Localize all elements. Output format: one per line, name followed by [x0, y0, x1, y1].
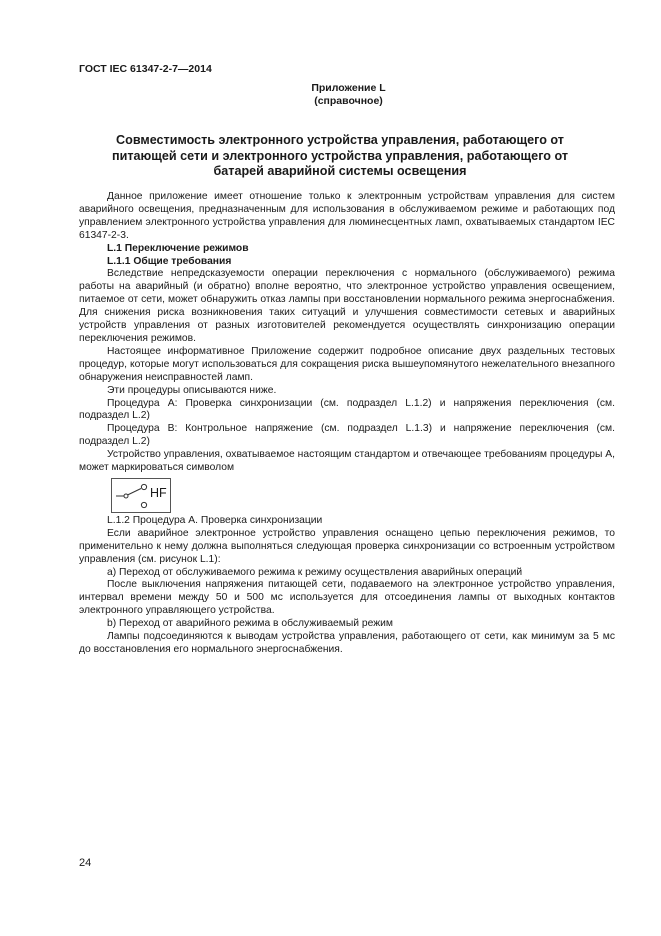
page-number: 24 — [79, 857, 92, 869]
annex-label: Приложение L — [311, 82, 386, 94]
paragraph: Процедура В: Контрольное напряжение (см. подраздел L.1.3) и напряжение переключения (см. подраздел L.2) — [79, 423, 615, 448]
paragraph: Эти процедуры описываются ниже. — [107, 384, 277, 396]
annex-type: (справочное) — [314, 95, 383, 107]
document-header: ГОСТ IEC 61347-2-7—2014 — [79, 63, 212, 75]
list-item: b) Переход от аварийного режима в обслуживаемый режим — [107, 618, 393, 630]
paragraph: Процедура А: Проверка синхронизации (см. подраздел L.1.2) и напряжения переключения (см. подраздел L.2) — [79, 397, 615, 422]
marking-symbol-row — [79, 475, 615, 515]
section-heading: L.1 Переключение режимов — [107, 242, 249, 254]
paragraph: Устройство управления, охватываемое настоящим стандартом и отвечающее требованиям процедуры А, может маркироваться символом — [79, 449, 615, 474]
list-item: a) Переход от обслуживаемого режима к режиму осуществления аварийных операций — [107, 566, 523, 578]
subsection-heading: L.1.1 Общие требования — [107, 255, 232, 267]
symbol-hf-label: HF — [150, 485, 167, 500]
marking-symbol — [111, 478, 171, 513]
subsection-heading: L.1.2 Процедура А. Проверка синхронизации — [107, 514, 323, 526]
paragraph-intro: Данное приложение имеет отношение только к электронным устройствам управления для систем аварийного освещения, предназначенным для использования в обслуживаемом режиме и работающих под управлением электронного устройства управления для люминесцентных ламп, охватываемых стандартом IEC 61347-2-3. — [79, 191, 615, 241]
paragraph: Вследствие непредсказуемости операции переключения с нормального (обслуживаемого) режима работы на аварийный (и обратно) вполне вероятно, что электронное устройство управления освещением, питаемое от сети, может обнаружить отказ лампы при восстановлении нормального режима энергоснабжения. Для снижения риска возникновения таких ситуаций и улучшения совместимости сетевых и аварийных устройств управления от разных изготовителей рекомендуется осуществлять синхронизацию операции переключения режимов. — [79, 268, 615, 344]
paragraph: Если аварийное электронное устройство управления оснащено цепью переключения режимов, то применительно к нему должна выполняться следующая проверка синхронизации со встроенным устройством управления (см. рисунок L.1): — [79, 527, 615, 565]
annex-heading — [36, 82, 661, 108]
paragraph: Настоящее информативное Приложение содержит подробное описание двух раздельных тестовых процедур, которые могут использоваться для сокращения риска вышеупомянутого нежелательного внезапного обнаружения неисправностей ламп. — [79, 345, 615, 383]
paragraph: После выключения напряжения питающей сети, подаваемого на электронное устройство управления, интервал времени между 50 и 500 мс используется для отсоединения лампы от выходных контактов электронного управляющего устройства. — [79, 579, 615, 617]
annex-title: Совместимость электронного устройства управления, работающего от питающей сети и электронного устройства управления, работающего от батарей аварийной системы освещения — [111, 133, 569, 179]
paragraph: Лампы подсоединяются к выводам устройства управления, работающего от сети, как минимум за 5 мс до восстановления его нормального энергоснабжения. — [79, 631, 615, 655]
document-body — [79, 191, 615, 657]
